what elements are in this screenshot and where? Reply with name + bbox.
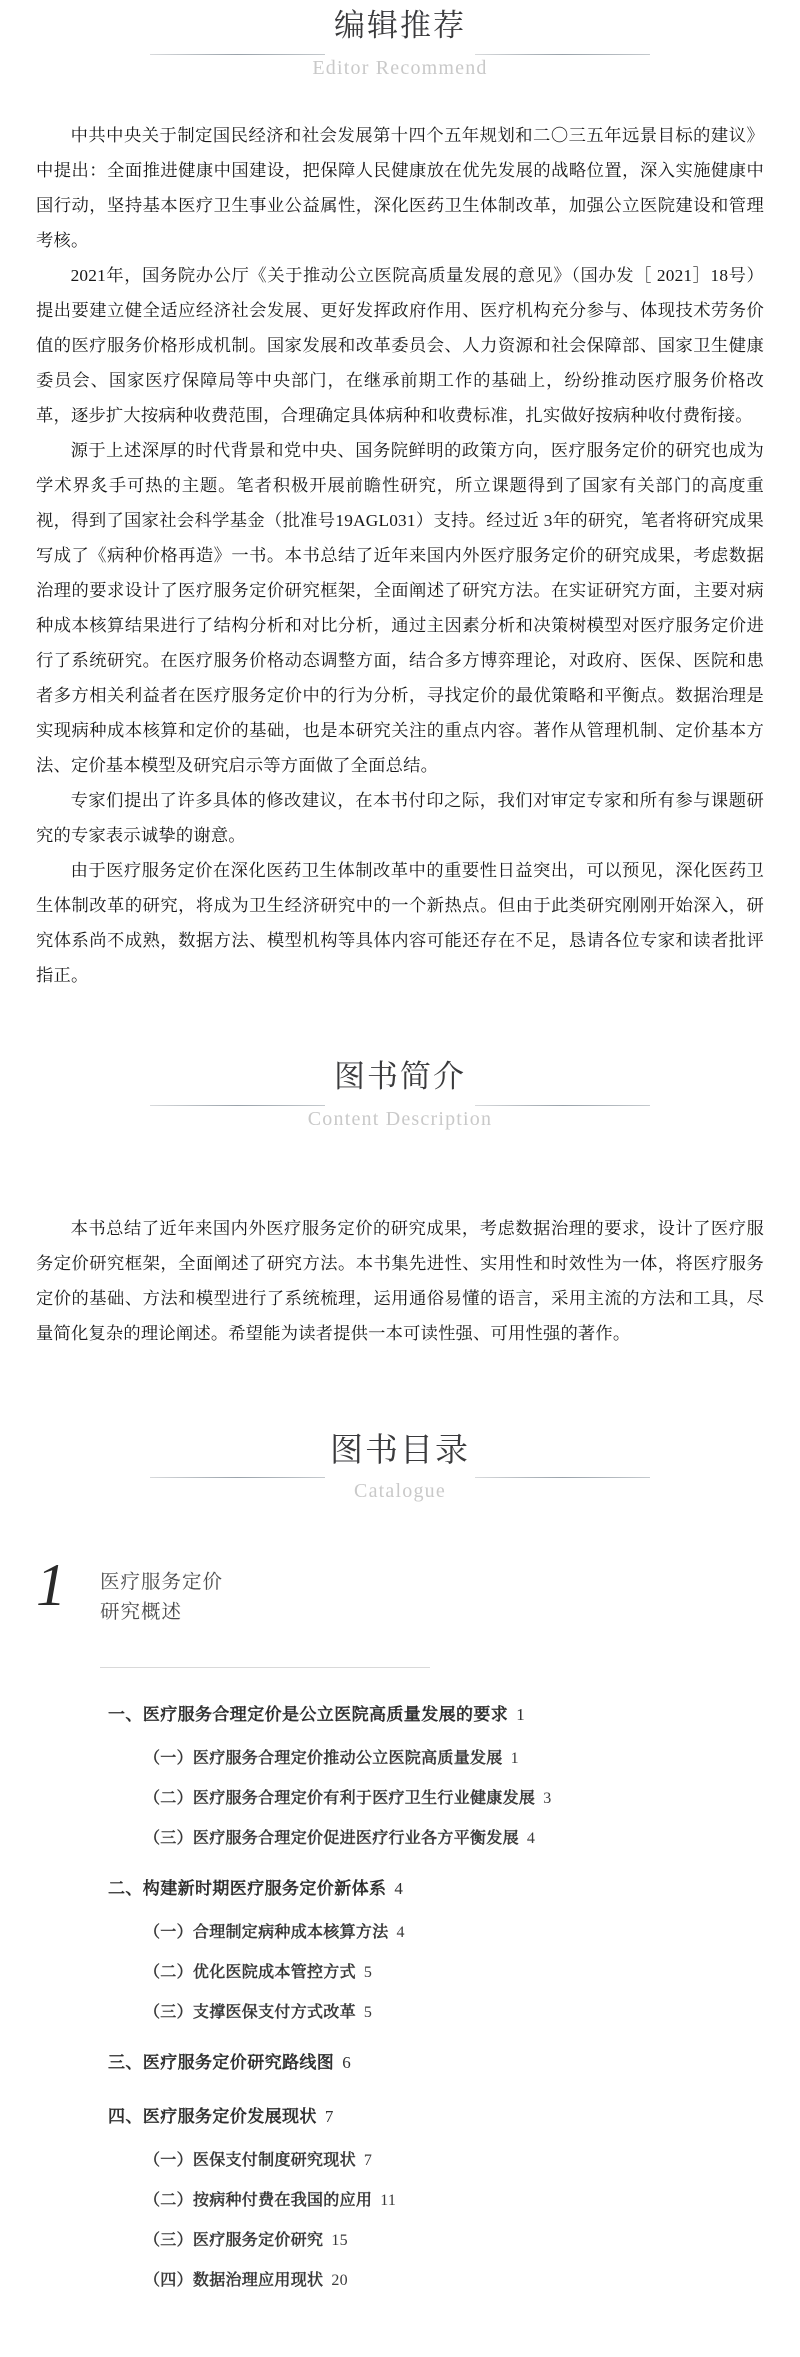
- section-subtitle: Editor Recommend: [312, 57, 488, 79]
- toc-entry-page-number: 3: [543, 1790, 552, 1807]
- toc-group-spacer: [36, 1860, 764, 1868]
- header-rule-left: [150, 54, 325, 55]
- paragraph: 2021年，国务院办公厅《关于推动公立医院高质量发展的意见》（国办发［ 2021］18号）提出要建立健全适应经济社会发展、更好发挥政府作用、医疗机构充分参与、体现技术劳务价值的医疗服务价格形成机制。国家发展和改革委员会、人力资源和社会保障部、国家卫生健康委员会、国家医疗保障局等中央部门，在继承前期工作的基础上，纷纷推动医疗服务价格改革，逐步扩大按病种收费范围，合理确定具体病种和收费标准，扎实做好按病种收付费衔接。: [36, 266, 764, 425]
- toc-entry-level-2[interactable]: [144, 1954, 764, 1992]
- section-title: 编辑推荐: [334, 8, 466, 43]
- toc-entry-page-number: 5: [363, 2004, 373, 2021]
- toc-entry-page-number: 11: [380, 2192, 397, 2209]
- toc-entry-page-number: 4: [396, 1924, 405, 1941]
- toc-entry-label: 二、构建新时期医疗服务定价新体系: [108, 1879, 387, 1898]
- toc-entry-label: （二）医疗服务合理定价有利于医疗卫生行业健康发展: [144, 1790, 536, 1807]
- toc-entry-page-number: 4: [526, 1830, 536, 1847]
- table-of-contents: [0, 1694, 800, 2300]
- toc-entry-page-number: 15: [331, 2232, 348, 2249]
- section-gap: [0, 993, 800, 1051]
- header-rule-right: [475, 54, 650, 55]
- header-rule-left: [150, 1477, 325, 1478]
- toc-entry-page-number: 5: [363, 1964, 373, 1981]
- toc-entry-label: （一）合理制定病种成本核算方法: [144, 1924, 389, 1941]
- chapter-heading: [0, 1552, 800, 1655]
- toc-entry-level-2[interactable]: [144, 1780, 764, 1818]
- toc-entry-level-2[interactable]: [144, 2222, 764, 2260]
- chapter-title-line-2: 研究概述: [100, 1601, 183, 1623]
- toc-entry-label: 一、医疗服务合理定价是公立医院高质量发展的要求: [108, 1705, 509, 1724]
- toc-entry-page-number: 1: [516, 1705, 526, 1724]
- toc-entry-label: （三）医疗服务合理定价促进医疗行业各方平衡发展: [144, 1830, 519, 1847]
- toc-entry-level-1[interactable]: [108, 1868, 764, 1910]
- toc-entry-level-2[interactable]: [144, 1994, 764, 2032]
- toc-entry-label: 四、医疗服务定价发展现状: [108, 2107, 317, 2126]
- chapter-divider: [100, 1667, 430, 1668]
- toc-group-spacer: [36, 2088, 764, 2096]
- chapter-number: 1: [36, 1552, 66, 1618]
- toc-entry-page-number: 7: [363, 2152, 373, 2169]
- toc-entry-label: 三、医疗服务定价研究路线图: [108, 2053, 335, 2072]
- toc-entry-label: （二）按病种付费在我国的应用: [144, 2192, 373, 2209]
- content-description-body: [0, 1169, 800, 1351]
- paragraph: 由于医疗服务定价在深化医药卫生体制改革中的重要性日益突出，可以预见，深化医药卫生体制改革的研究，将成为卫生经济研究中的一个新热点。但由于此类研究刚刚开始深入，研究体系尚不成熟，数据方法、模型机构等具体内容可能还存在不足，恳请各位专家和读者批评指正。: [36, 861, 764, 985]
- toc-entry-level-2[interactable]: [144, 2142, 764, 2180]
- toc-entry-label: （二）优化医院成本管控方式: [144, 1964, 356, 1981]
- toc-entry-label: （三）支撑医保支付方式改革: [144, 2004, 356, 2021]
- section-subtitle: Catalogue: [354, 1480, 446, 1502]
- toc-entry-level-2[interactable]: [144, 2262, 764, 2300]
- toc-entry-level-2[interactable]: [144, 1740, 764, 1778]
- section-header-catalogue: [0, 1423, 800, 1541]
- chapter-title-line-1: 医疗服务定价: [100, 1571, 224, 1593]
- toc-entry-page-number: 4: [394, 1879, 404, 1898]
- toc-entry-level-2[interactable]: [144, 2182, 764, 2220]
- header-rule-left: [150, 1105, 325, 1106]
- toc-entry-level-2[interactable]: [144, 1820, 764, 1858]
- section-gap: [0, 1351, 800, 1423]
- paragraph: 中共中央关于制定国民经济和社会发展第十四个五年规划和二〇三五年远景目标的建议》中提出：全面推进健康中国建设，把保障人民健康放在优先发展的战略位置，深入实施健康中国行动，坚持基本医疗卫生事业公益属性，深化医药卫生体制改革，加强公立医院建设和管理考核。: [36, 126, 764, 250]
- toc-entry-level-1[interactable]: [108, 2096, 764, 2138]
- paragraph: 专家们提出了许多具体的修改建议，在本书付印之际，我们对审定专家和所有参与课题研究的专家表示诚挚的谢意。: [36, 791, 764, 845]
- toc-entry-label: （一）医保支付制度研究现状: [144, 2152, 356, 2169]
- section-title: 图书简介: [334, 1059, 466, 1094]
- section-header-content-description: [0, 1051, 800, 1169]
- editor-recommend-body: [0, 118, 800, 993]
- section-subtitle: Content Description: [307, 1108, 493, 1130]
- toc-entry-page-number: 7: [324, 2107, 334, 2126]
- toc-entry-page-number: 6: [342, 2053, 352, 2072]
- toc-entry-level-2[interactable]: [144, 1914, 764, 1952]
- toc-entry-level-1[interactable]: [108, 2042, 764, 2084]
- paragraph: 源于上述深厚的时代背景和党中央、国务院鲜明的政策方向，医疗服务定价的研究也成为学术界炙手可热的主题。笔者积极开展前瞻性研究，所立课题得到了国家有关部门的高度重视，得到了国家社会科学基金（批准号19AGL031）支持。经过近 3年的研究，笔者将研究成果写成了《病种价格再造》一书。本书总结了近年来国内外医疗服务定价的研究成果，考虑数据治理的要求设计了医疗服务定价研究框架，全面阐述了研究方法。在实证研究方面，主要对病种成本核算结果进行了结构分析和对比分析，通过主因素分析和决策树模型对医疗服务定价进行了系统研究。在医疗服务价格动态调整方面，结合多方博弈理论，对政府、医保、医院和患者多方相关利益者在医疗服务定价中的行为分析，寻找定价的最优策略和平衡点。数据治理是实现病种成本核算和定价的基础，也是本研究关注的重点内容。著作从管理机制、定价基本方法、定价基本模型及研究启示等方面做了全面总结。: [36, 441, 764, 775]
- paragraph: 本书总结了近年来国内外医疗服务定价的研究成果，考虑数据治理的要求，设计了医疗服务定价研究框架，全面阐述了研究方法。本书集先进性、实用性和时效性为一体，将医疗服务定价的基础、方法和模型进行了系统梳理，运用通俗易懂的语言，采用主流的方法和工具，尽量简化复杂的理论阐述。希望能为读者提供一本可读性强、可用性强的著作。: [36, 1219, 764, 1343]
- toc-entry-page-number: 1: [510, 1750, 519, 1767]
- header-rule-right: [475, 1105, 650, 1106]
- toc-entry-label: （三）医疗服务定价研究: [144, 2232, 324, 2249]
- toc-entry-level-1[interactable]: [108, 1694, 764, 1736]
- toc-group-spacer: [36, 2034, 764, 2042]
- toc-entry-page-number: 20: [331, 2272, 348, 2289]
- toc-entry-label: （四）数据治理应用现状: [144, 2272, 324, 2289]
- header-rule-right: [475, 1477, 650, 1478]
- section-title: 图书目录: [330, 1431, 470, 1468]
- chapter-title-group: [100, 1563, 764, 1627]
- section-header-editor-recommend: [0, 0, 800, 118]
- toc-entry-label: （一）医疗服务合理定价推动公立医院高质量发展: [144, 1750, 503, 1767]
